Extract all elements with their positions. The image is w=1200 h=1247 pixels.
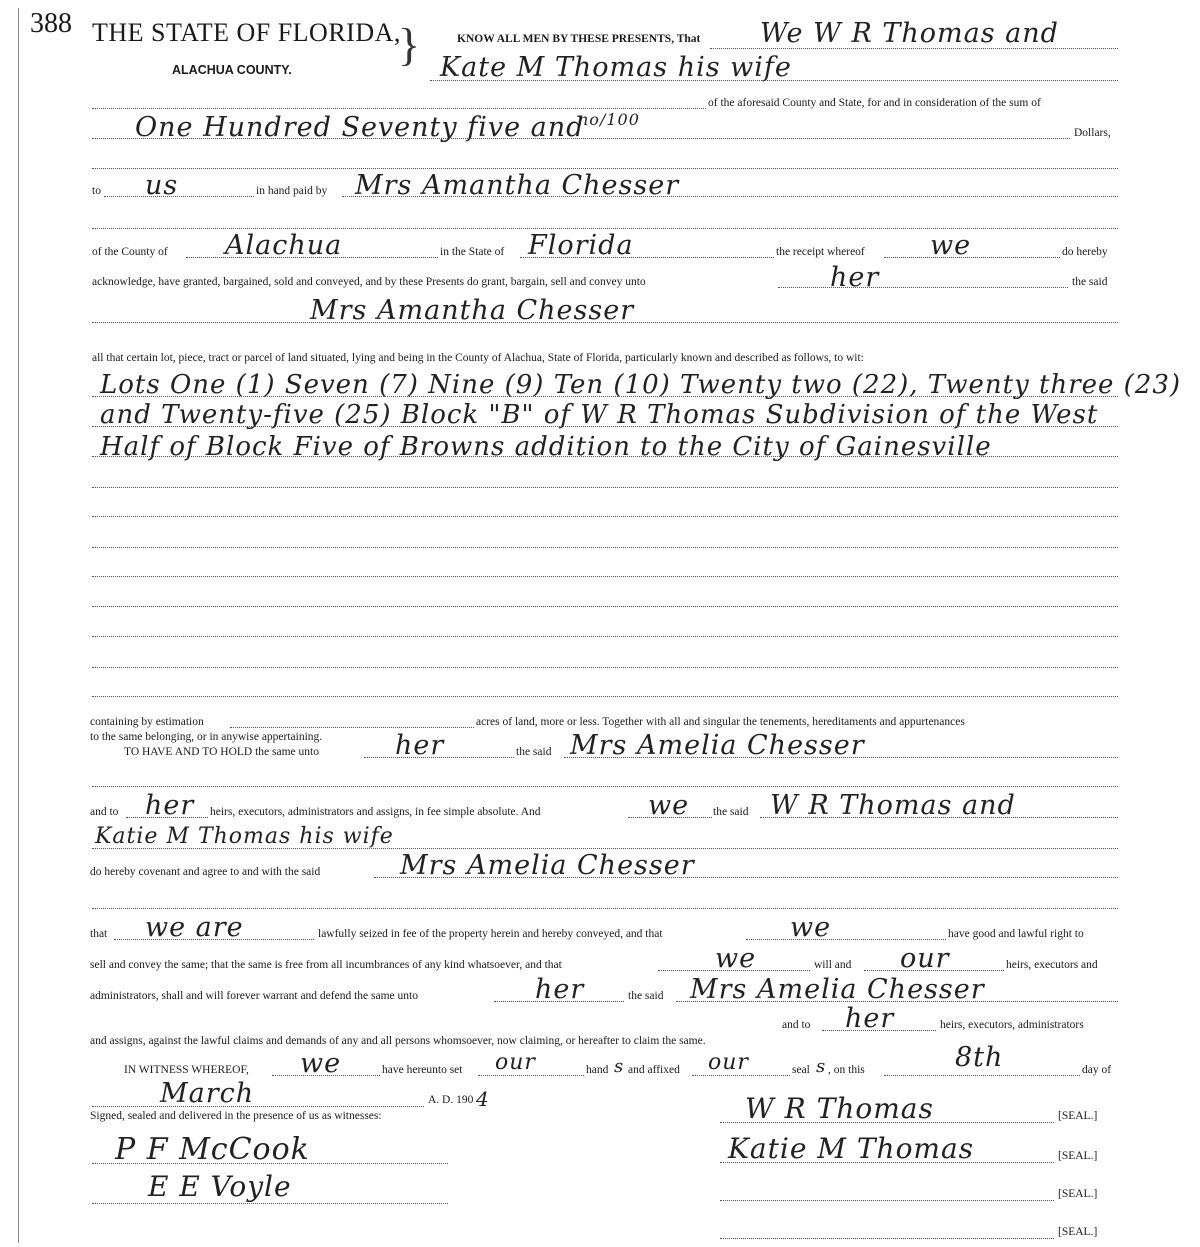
receipt-text: the receipt whereof xyxy=(776,246,865,258)
that-we-will: we xyxy=(715,943,757,974)
the-said-text: the said xyxy=(1072,276,1108,288)
that-text: that xyxy=(90,928,108,940)
description-line2: and Twenty-five (25) Block "B" of W R Thomas Subdivision of the West xyxy=(100,400,1099,430)
have-hold-said: Mrs Amelia Chesser xyxy=(570,730,865,761)
left-margin-line xyxy=(18,8,20,1243)
to-text: to xyxy=(92,185,101,197)
the-said-2: Katie M Thomas his wife xyxy=(95,824,394,849)
to-have-text: TO HAVE AND TO HOLD the same unto xyxy=(124,746,319,758)
covenant-with: Mrs Amelia Chesser xyxy=(400,850,695,881)
heirs-exec-text: heirs, executors and xyxy=(1006,959,1098,971)
and-assigns-text: and assigns, against the lawful claims and demands of any and all persons whomsoever, now claiming, or hereafter to claim the same. xyxy=(90,1035,706,1047)
heirs-fee-text: heirs, executors, administrators and assigns, in fee simple absolute. And xyxy=(210,806,541,818)
will-and-text: will and xyxy=(814,959,852,971)
acknowledge-text: acknowledge, have granted, bargained, sold and conveyed, and by these Presents do grant, bargain, sell and convey unto xyxy=(92,276,646,288)
grantor-signature-2: Katie M Thomas xyxy=(728,1132,975,1165)
dollars-text: Dollars, xyxy=(1074,127,1111,139)
have-hold-unto: her xyxy=(395,730,445,761)
on-this-text: , on this xyxy=(828,1064,865,1076)
all-that-text: all that certain lot, piece, tract or parcel of land situated, lying and being in the County of Alachua, State of Florida, particularly known and described as follows, to wit: xyxy=(92,352,864,364)
know-all-text: KNOW ALL MEN BY THESE PRESENTS, That xyxy=(457,33,701,45)
in-witness-text: IN WITNESS WHEREOF, xyxy=(124,1064,249,1076)
sum-fraction: no/100 xyxy=(578,110,640,129)
hand-text: hand xyxy=(586,1064,609,1076)
seal-label-3: [SEAL.] xyxy=(1058,1188,1098,1200)
grantors-line2: Kate M Thomas his wife xyxy=(440,52,792,83)
seal-label-1: [SEAL.] xyxy=(1058,1110,1098,1122)
grantee: Mrs Amantha Chesser xyxy=(310,295,635,326)
that-we-are: we are xyxy=(145,912,244,943)
description-line1: Lots One (1) Seven (7) Nine (9) Ten (10) Twenty two (22), Twenty three (23) xyxy=(100,370,1182,400)
administrators-text: administrators, shall and will forever warrant and defend the same unto xyxy=(90,990,418,1002)
sum-words: One Hundred Seventy five and xyxy=(135,112,585,143)
day-of-text: day of xyxy=(1082,1064,1112,1076)
of-county-text: of the County of xyxy=(92,246,168,258)
warrant-unto: her xyxy=(535,974,585,1005)
hereunto-our: our xyxy=(495,1050,536,1075)
and-affixed-text: and affixed xyxy=(628,1064,680,1076)
signed-text: Signed, sealed and delivered in the presence of us as witnesses: xyxy=(90,1110,382,1122)
seal-text: seal xyxy=(792,1064,810,1076)
and-to: her xyxy=(145,790,195,821)
witness-we: we xyxy=(300,1048,342,1079)
grantor-signature-1: W R Thomas xyxy=(745,1092,934,1125)
heirs-exec-admin-text: heirs, executors, administrators xyxy=(940,1019,1084,1031)
in-hand-text: in hand paid by xyxy=(256,185,328,197)
the-said3-text: the said xyxy=(628,990,664,1002)
the-said-1: W R Thomas and xyxy=(770,790,1016,821)
aforesaid-text: of the aforesaid County and State, for and in consideration of the sum of xyxy=(708,97,1041,109)
month: March xyxy=(160,1078,255,1109)
containing-text: containing by estimation xyxy=(90,716,204,728)
hands-suffix: s xyxy=(614,1056,625,1077)
warrant-said: Mrs Amelia Chesser xyxy=(690,974,985,1005)
and-that-we: we xyxy=(790,912,832,943)
state-title: THE STATE OF FLORIDA, xyxy=(92,18,401,47)
convey-unto: her xyxy=(830,262,880,293)
and-to-her: her xyxy=(845,1003,895,1034)
county-of: Alachua xyxy=(225,230,343,261)
acres-text: acres of land, more or less. Together with all and singular the tenements, hereditaments and appurtenances xyxy=(476,716,965,728)
heirs-our: our xyxy=(900,943,950,974)
covenant-text: do hereby covenant and agree to and with the said xyxy=(90,866,321,878)
lawfully-text: lawfully seized in fee of the property herein and hereby conveyed, and that xyxy=(318,928,663,940)
description-line3: Half of Block Five of Browns addition to the City of Gainesville xyxy=(100,432,992,462)
seal-label-2: [SEAL.] xyxy=(1058,1150,1098,1162)
affixed-our: our xyxy=(708,1050,749,1075)
receipt-whereof: we xyxy=(930,230,972,261)
paid-by: Mrs Amantha Chesser xyxy=(355,170,680,201)
ad-text: A. D. 190 xyxy=(428,1094,474,1106)
said-text: the said xyxy=(516,746,552,758)
witness-signature-2: E E Voyle xyxy=(148,1170,292,1203)
and-to2-text: and to xyxy=(782,1019,811,1031)
belonging-text: to the same belonging, or in anywise appertaining. xyxy=(90,731,323,743)
do-hereby-text: do hereby xyxy=(1062,246,1108,258)
in-state-text: in the State of xyxy=(440,246,505,258)
have-good-text: have good and lawful right to xyxy=(948,928,1084,940)
and-we: we xyxy=(648,790,690,821)
sell-convey-text: sell and convey the same; that the same is free from all incumbrances of any kind whatsoever, and that xyxy=(90,959,562,971)
year-suffix: 4 xyxy=(476,1087,490,1111)
county-label: ALACHUA COUNTY. xyxy=(172,63,292,77)
witness-signature-1: P F McCook xyxy=(115,1132,310,1167)
header-brace: } xyxy=(398,19,421,70)
have-hereunto-text: have hereunto set xyxy=(382,1064,463,1076)
day: 8th xyxy=(955,1042,1004,1073)
page-number: 388 xyxy=(30,8,72,39)
the-said2-text: the said xyxy=(713,806,749,818)
and-to-text: and to xyxy=(90,806,119,818)
seal-label-4: [SEAL.] xyxy=(1058,1226,1098,1238)
to-whom: us xyxy=(145,170,179,201)
grantors-line1: We W R Thomas and xyxy=(760,18,1059,49)
state-of: Florida xyxy=(528,230,634,261)
seals-suffix: s xyxy=(816,1056,827,1077)
